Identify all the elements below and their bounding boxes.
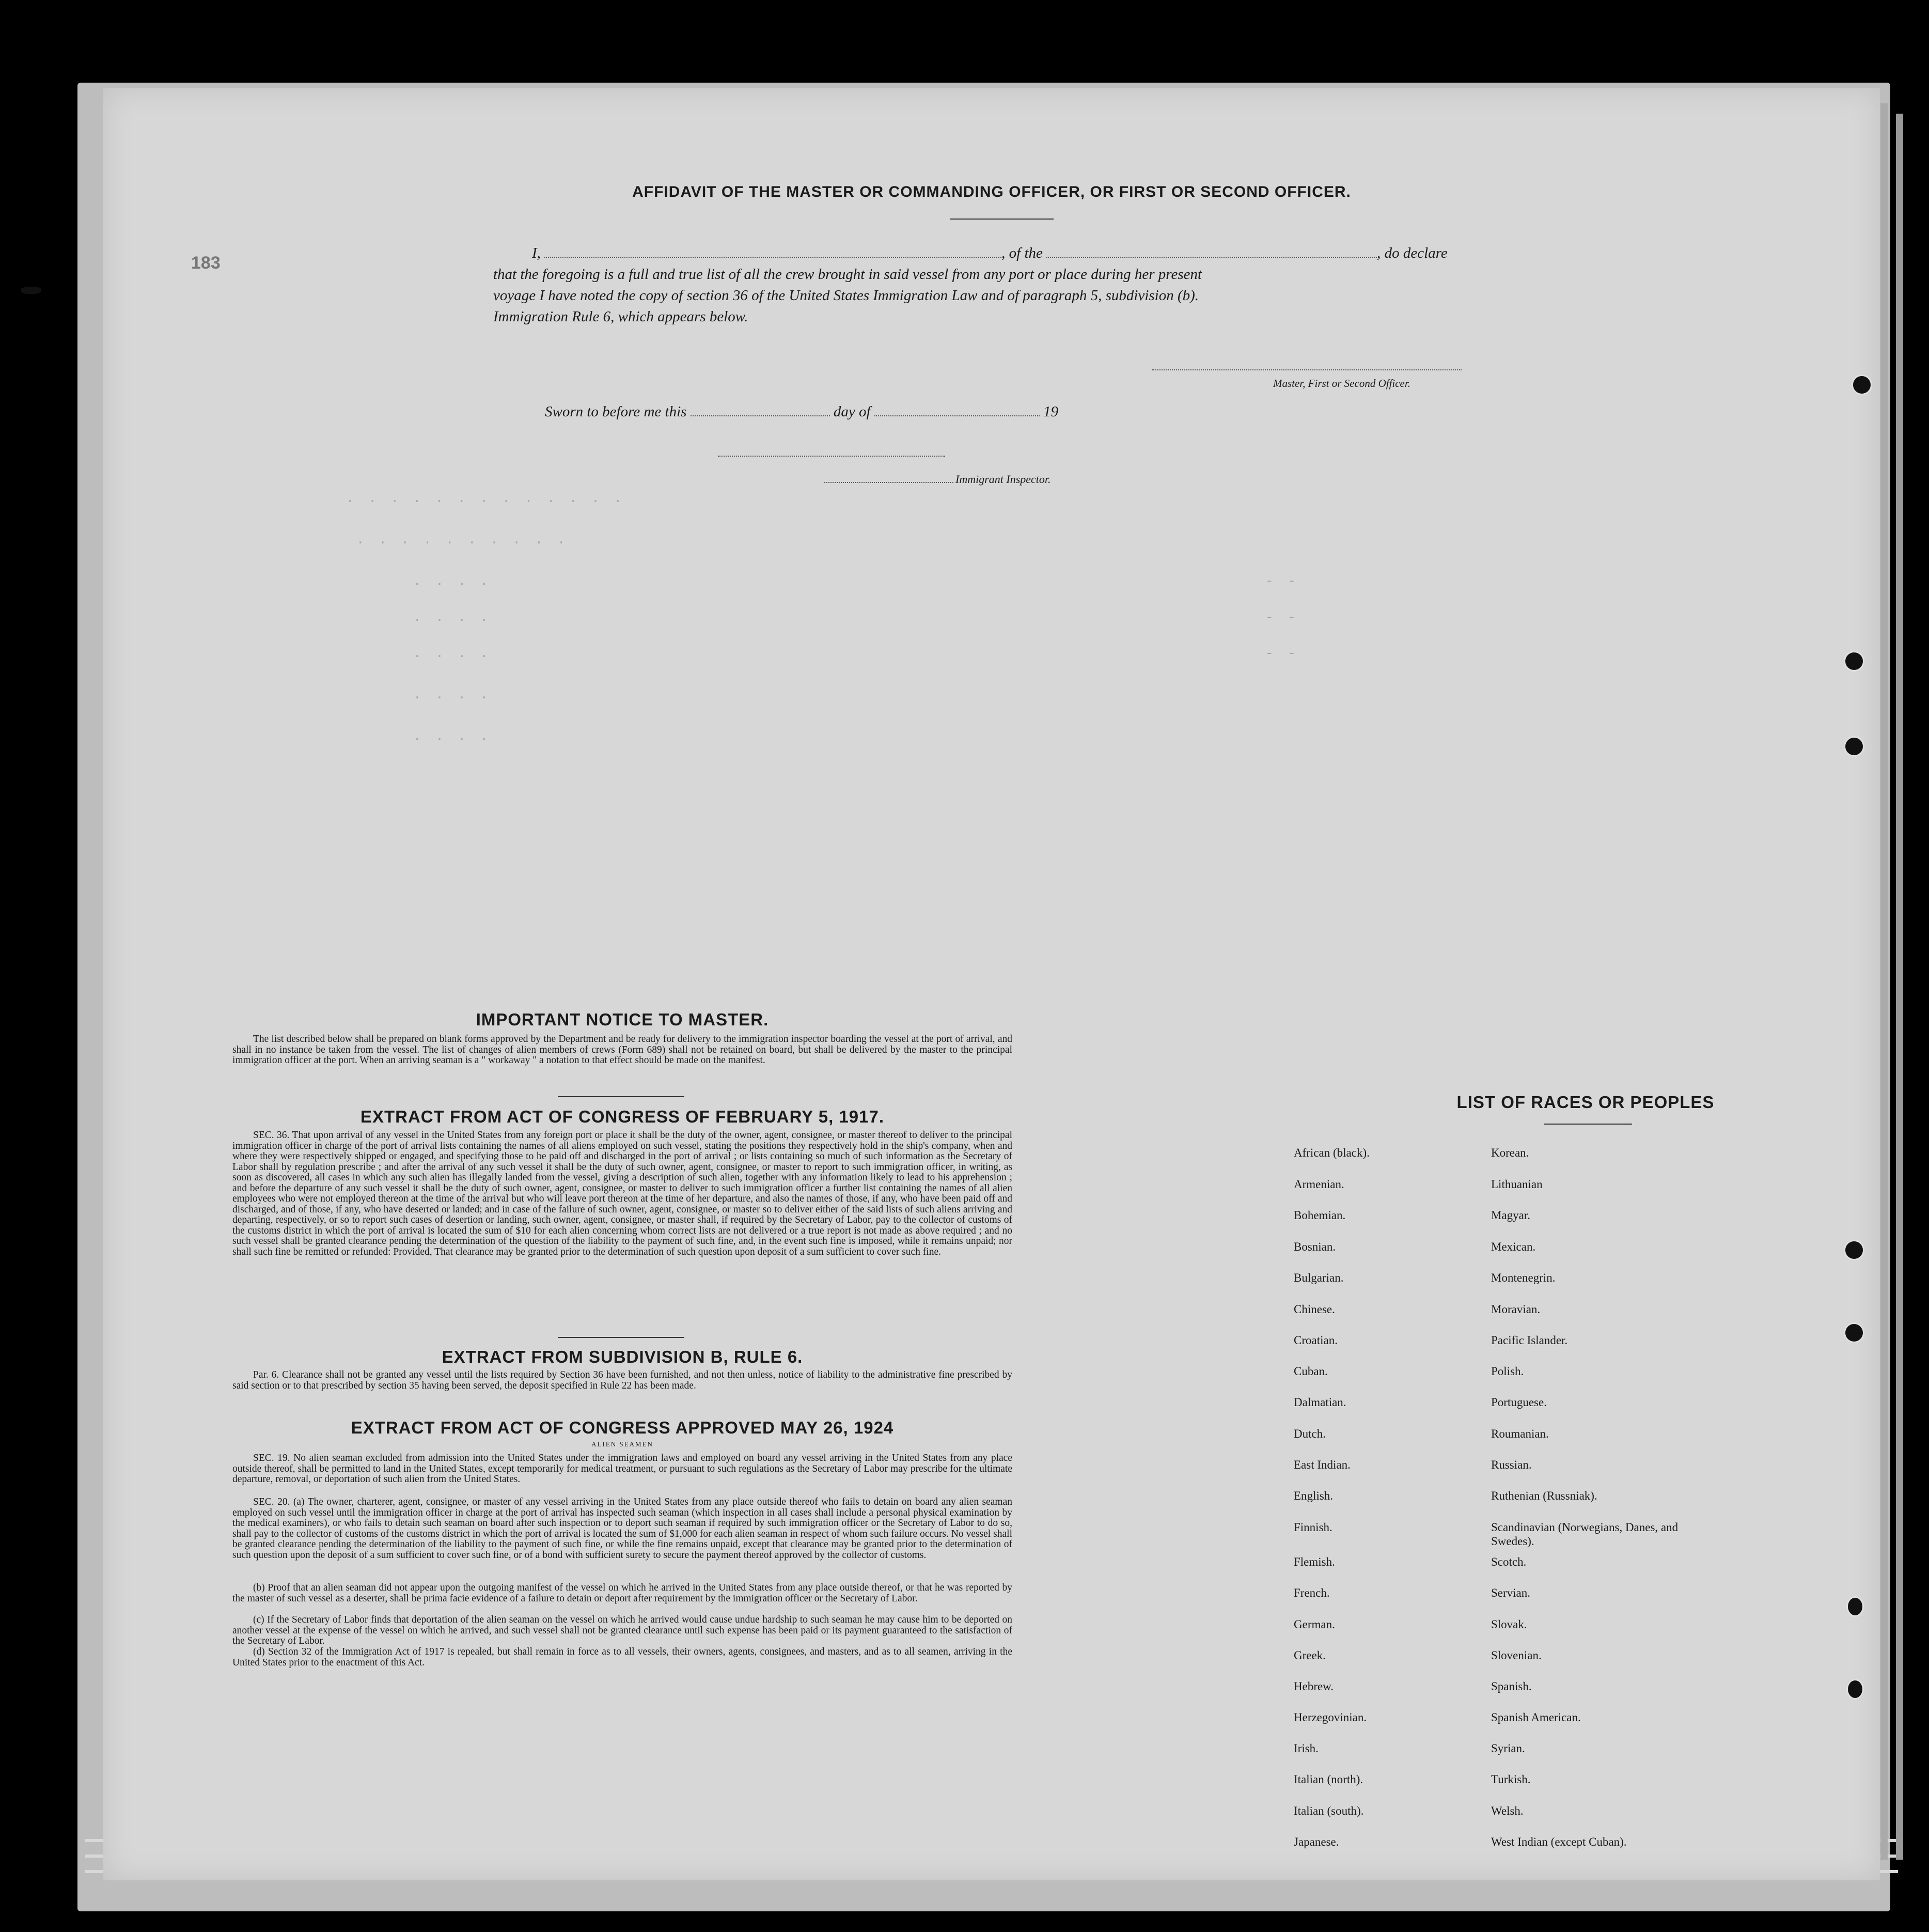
sworn-month-field[interactable] [874,403,1040,416]
section-rule [558,1096,684,1097]
bleed-through: - - [1265,610,1299,625]
races-title-rule [1544,1124,1632,1125]
race-item: Welsh. [1491,1804,1524,1817]
race-item: Moravian. [1491,1303,1541,1316]
vessel-name-field[interactable] [1046,244,1377,258]
race-item: African (black). [1294,1146,1370,1159]
signature-label: Master, First or Second Officer. [1273,377,1410,389]
race-item: Armenian. [1294,1178,1344,1191]
affidavit-declare: , do declare [1377,245,1448,261]
bleed-through: - - [1265,646,1299,661]
bleed-through: . . . . [413,610,492,625]
race-item: Pacific Islander. [1491,1334,1568,1347]
signature-field[interactable] [1152,369,1462,370]
title-rule [950,219,1054,220]
affidavit-of-the: , of the [1001,245,1043,261]
race-item: Croatian. [1294,1334,1338,1347]
affidavit-line-1 [493,243,1614,264]
race-item: West Indian (except Cuban). [1491,1835,1627,1848]
race-item: Spanish American. [1491,1711,1581,1724]
day-of-label: day of [833,403,871,420]
race-item: Cuban. [1294,1365,1328,1378]
punch-hole-icon [1846,1679,1864,1700]
stamp-mark: 183 [191,253,221,273]
race-item: Bohemian. [1294,1209,1346,1222]
affidavit-title: AFFIDAVIT OF THE MASTER OR COMMANDING OFFICER, OR FIRST OR SECOND OFFICER. [632,183,1351,200]
punch-hole-icon [1844,651,1864,672]
race-item: Bosnian. [1294,1240,1336,1253]
extract-rule6-text: Par. 6. Clearance shall not be granted any vessel until the lists required by Section 36 have been furnished, and not then unless, notice of liability to the administrative fine prescribed by said section or to that prescribed by section 35 having been served, the deposit specified in Rule 22 has been made. [232,1369,1012,1391]
affidavit-line-2: that the foregoing is a full and true list of all the crew brought in said vessel from any port or place during her present [493,266,1202,283]
punch-hole-icon [1844,736,1864,757]
punch-hole-icon [1844,1240,1864,1260]
extract-1917-heading: EXTRACT FROM ACT OF CONGRESS OF FEBRUARY 5, 1917. [360,1107,885,1126]
affidavit-body [493,243,1614,328]
race-item: Lithuanian [1491,1178,1543,1191]
race-item: Greek. [1294,1649,1326,1662]
master-name-field[interactable] [544,244,1001,258]
sec19-text: SEC. 19. No alien seaman excluded from admission into the United States under the immigration laws and employed on board any vessel arriving in the United States from any place outside thereof, shall be permitted to land in the United States, except temporarily for medical treatment, or pursuant to such regulations as the Secretary of Labor may prescribe for the ultimate departure, removal, or deportation of such alien from the United States. [232,1453,1012,1485]
sworn-date-field[interactable] [691,403,830,416]
bleed-through: . . . . [413,728,492,744]
bleed-through: . . . . . . . . . . . . . [346,491,625,506]
important-notice-text: The list described below shall be prepared on blank forms approved by the Department and be ready for delivery to the immigration inspector boarding the vessel at the port of arrival, and shall in no instance be taken from the vessel. The list of changes of alien members of crews (Form 689) shall not be retained on board, but shall be delivered by the master to the principal immigration officer at the port. When an arriving seaman is a " workaway " a notation to that effect should be made on the manifest. [232,1034,1012,1066]
race-item: Italian (north). [1294,1773,1363,1786]
race-item: Herzegovinian. [1294,1711,1367,1724]
bleed-through: . . . . [413,687,492,703]
affidavit-i-label: I, [532,245,541,261]
race-item: Slovenian. [1491,1649,1542,1662]
race-item: East Indian. [1294,1458,1351,1471]
race-item: Russian. [1491,1458,1532,1471]
important-notice-heading: IMPORTANT NOTICE TO MASTER. [476,1010,769,1029]
inspector-label: Immigrant Inspector. [955,473,1051,486]
sworn-label: Sworn to before me this [545,403,687,420]
race-item: Irish. [1294,1742,1319,1755]
race-item: Scotch. [1491,1555,1527,1568]
sworn-line [545,403,1058,420]
race-item: Finnish. [1294,1521,1332,1534]
bleed-through: . . . . [413,573,492,589]
race-item: Flemish. [1294,1555,1335,1568]
race-item: Syrian. [1491,1742,1525,1755]
inspector-dotted-line [824,482,953,483]
alien-seamen-subheading: ALIEN SEAMEN [591,1440,653,1448]
race-item: Slovak. [1491,1618,1527,1631]
sec20d-text: (d) Section 32 of the Immigration Act of 1917 is repealed, but shall remain in force as to all vessels, their owners, agents, consignees, and masters, and as to all seamen, arriving in the United States prior to the enactment of this Act. [232,1646,1012,1668]
bleed-through: . . . . [413,646,492,661]
race-item: Magyar. [1491,1209,1531,1222]
race-item: Korean. [1491,1146,1529,1159]
sec20c-text: (c) If the Secretary of Labor finds that deportation of the alien seaman on the vessel on which he arrived would cause undue hardship to such seaman he may cause him to be deported on another vessel at the expense of the vessel on which he arrived, and such vessel shall not be granted clearance until such expense has been paid or its payment guaranteed to the satisfaction of the Secretary of Labor. [232,1614,1012,1646]
extract-1917-text: SEC. 36. That upon arrival of any vessel in the United States from any foreign port or place it shall be the duty of the owner, agent, consignee, or master thereof to deliver to the principal immigration officer in charge of the port of arrival lists containing the names of all aliens employed on such vessel, stating the positions they respectively hold in the ship's company, when and where they were respectively shipped or engaged, and specifying those to be paid off and discharged in the port of arrival ; or lists containing so much of such information as the Secretary of Labor shall by regulation prescribe ; and after the arrival of any such vessel it shall be the duty of such owner, agent, consignee, or master to report to such immigration officer, in writing, as soon as discovered, all cases in which any such alien has illegally landed from the vessel, giving a description of such alien, together with any information likely to lead to his apprehension ; and before the departure of any such vessel it shall be the duty of such owner, agent, consignee, or master to deliver to such immigration officer a further list containing the names of all alien employees who were not employed thereon at the time of the arrival but who will leave port thereon at the time of her departure, and also the names of those, if any, who have been paid off and discharged, and of those, if any, who have deserted or landed; and in case of the failure of such owner, agent, consignee, or master so to deliver either of the said lists of such aliens arriving and departing, respectively, or so to report such cases of desertion or landing, such owner, agent, consignee, or master shall, if required by the Secretary of Labor, pay to the collector of customs of the customs district in which the port of arrival is located the sum of $10 for each alien concerning whom correct lists are not delivered or a true report is not made as above required ; and no such vessel shall be granted clearance pending the determination of the question of the liability to the payment of such fine, and, in the event such fine is imposed, while it remains unpaid; nor shall such fine be remitted or refunded: Provided, That clearance may be granted prior to the determination of such question upon deposit of a sum sufficient to cover such fine. [232,1130,1012,1257]
race-item: Spanish. [1491,1680,1532,1693]
ink-mark [21,287,41,294]
race-item: Chinese. [1294,1303,1335,1316]
race-item: Montenegrin. [1491,1271,1556,1284]
section-rule [558,1337,684,1338]
page-edge [1880,103,1888,1860]
page-edge [1896,114,1903,1860]
bleed-through: . . . . . . . . . . [356,532,569,548]
year-label: 19 [1043,403,1059,420]
race-item: Roumanian. [1491,1427,1549,1440]
race-item: Turkish. [1491,1773,1531,1786]
document-sheet [103,88,1880,1880]
inspector-signature-field[interactable] [718,456,945,457]
affidavit-line-3: voyage I have noted the copy of section 36 of the United States Immigration Law and of paragraph 5, subdivision (b). [493,287,1199,304]
race-item: Mexican. [1491,1240,1536,1253]
punch-hole-icon [1846,1596,1864,1617]
punch-hole-icon [1844,1322,1864,1343]
race-item: Portuguese. [1491,1396,1547,1409]
race-item: Ruthenian (Russniak). [1491,1489,1597,1502]
race-item: Dutch. [1294,1427,1326,1440]
races-list-title: LIST OF RACES OR PEOPLES [1456,1093,1715,1112]
race-item: Japanese. [1294,1835,1339,1848]
race-item: French. [1294,1586,1330,1599]
race-item: German. [1294,1618,1335,1631]
affidavit-line-4: Immigration Rule 6, which appears below. [493,308,748,325]
race-item: Servian. [1491,1586,1531,1599]
race-item: Polish. [1491,1365,1524,1378]
bleed-through: - - [1265,573,1299,589]
punch-hole-icon [1852,375,1872,395]
race-item: Dalmatian. [1294,1396,1346,1409]
race-item: Bulgarian. [1294,1271,1344,1284]
extract-rule6-heading: EXTRACT FROM SUBDIVISION B, RULE 6. [442,1347,803,1366]
race-item: English. [1294,1489,1334,1502]
sec20a-text: SEC. 20. (a) The owner, charterer, agent, consignee, or master of any vessel arriving in the United States from any place outside thereof who fails to detain on board any alien seaman employed on such vessel until the immigration officer in charge at the port of arrival has inspected such seaman (which inspection in all cases shall include a personal physical examination by the medical examiners), or who fails to detain such seaman on board after such inspection or to deport such seaman if required by such immigration officer or the Secretary of Labor to do so, shall pay to the collector of customs of the customs district in which the port of arrival is located the sum of $1,000 for each alien seaman in respect of whom such failure occurs. No vessel shall be granted clearance pending the determination of the liability to the payment of such fine, or while the fine remains unpaid, except that clearance may be granted prior to the determination of such question upon the deposit of a sum sufficient to cover such fine, or of a bond with sufficient surety to secure the payment thereof approved by the collector of customs. [232,1497,1012,1561]
race-item: Scandinavian (Norwegians, Danes, and Swedes). [1491,1521,1679,1548]
extract-1924-heading: EXTRACT FROM ACT OF CONGRESS APPROVED MAY 26, 1924 [351,1418,894,1437]
sec20b-text: (b) Proof that an alien seaman did not appear upon the outgoing manifest of the vessel on which he arrived in the United States from any place outside thereof, or that he was reported by the master of such vessel as a deserter, shall be prima facie evidence of a failure to detain or deport after requirement by the immigration officer or the Secretary of Labor. [232,1582,1012,1604]
race-item: Italian (south). [1294,1804,1364,1817]
race-item: Hebrew. [1294,1680,1334,1693]
